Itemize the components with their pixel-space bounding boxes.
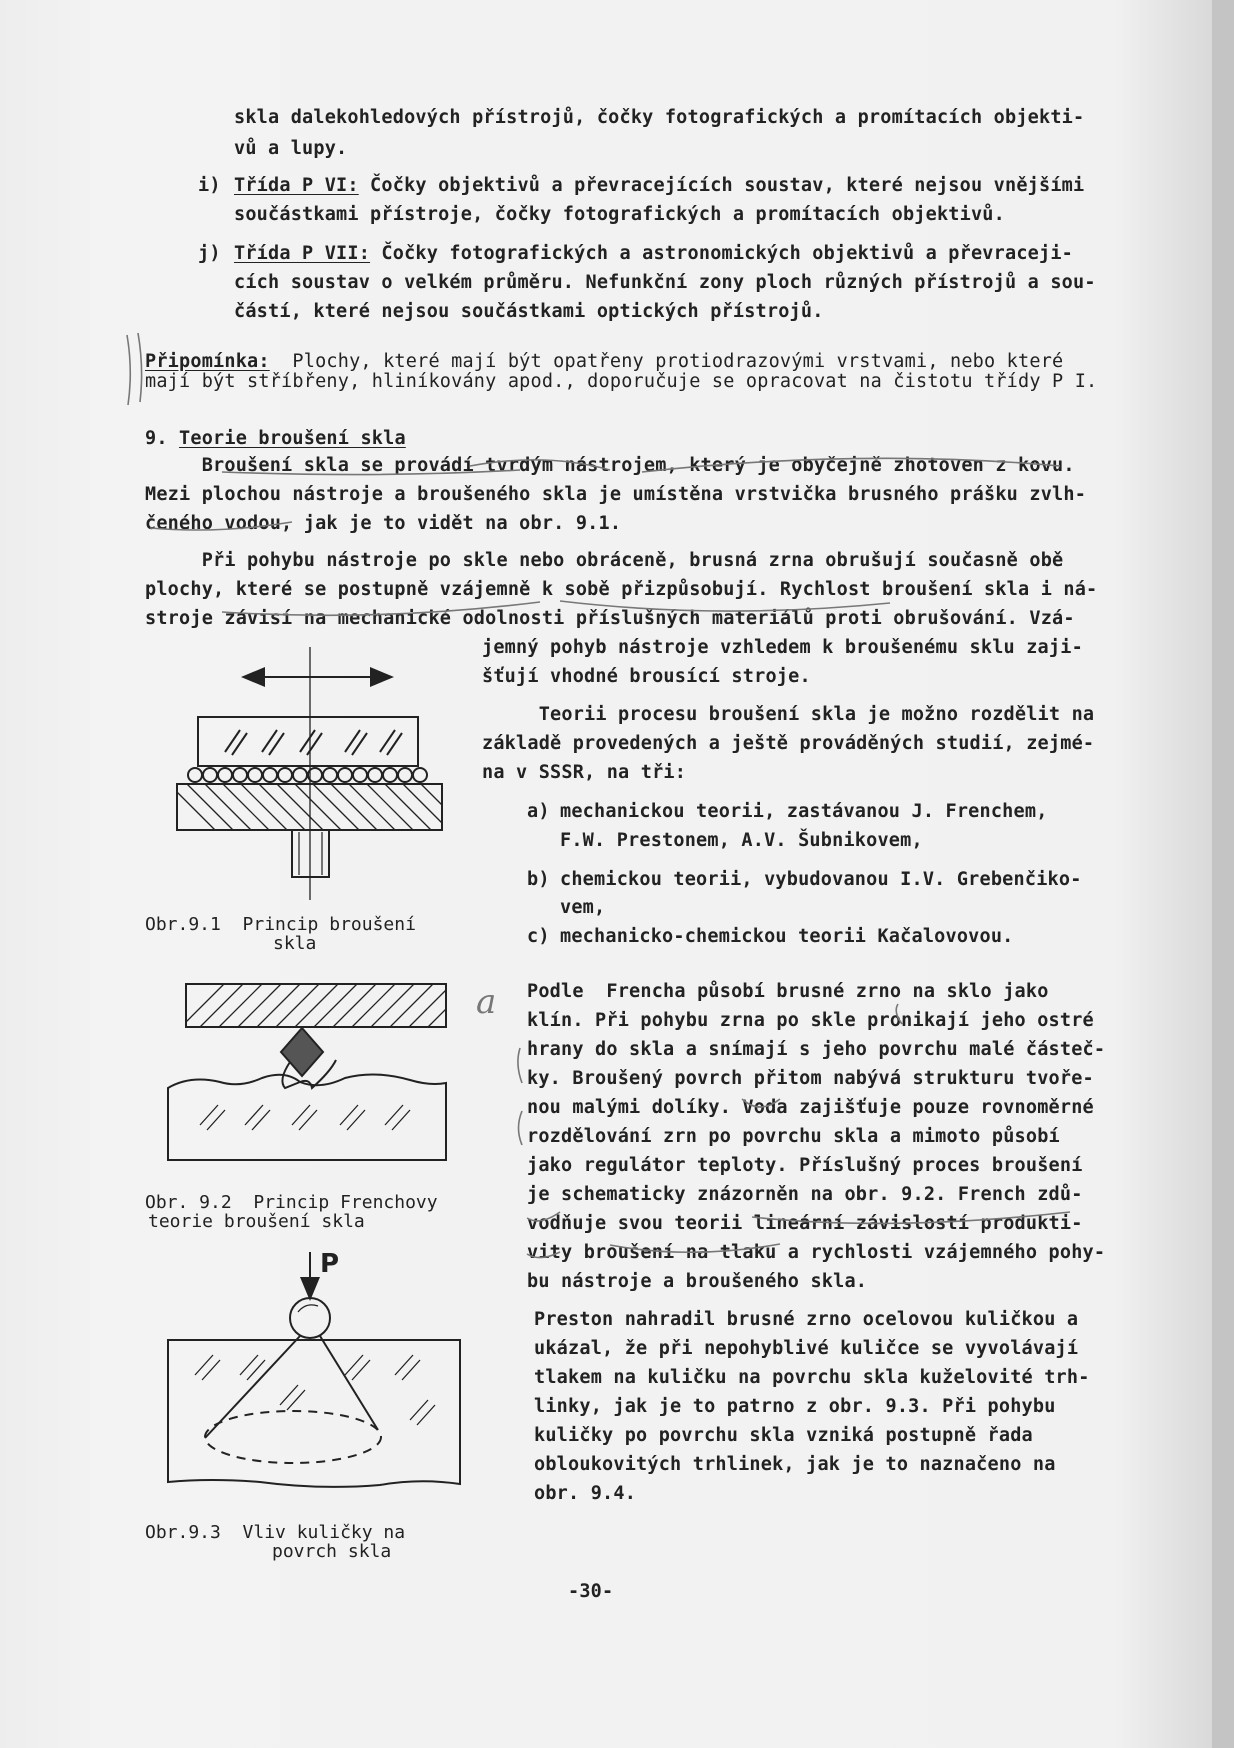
item-i-label: Třída P VI: <box>234 175 359 196</box>
section-number: 9. <box>145 428 168 449</box>
theory-a-line-1: mechanickou teorii, zastávanou J. Frenchem, <box>560 801 1048 822</box>
para3-line-2: základě provedených a ještě prováděných studií, zejmé- <box>482 733 1095 754</box>
item-j-label: Třída P VII: <box>234 243 371 264</box>
french-line-5: nou malými dolíky. Voda zajišťuje pouze rovnoměrné <box>527 1097 1094 1118</box>
french-line-3: hrany do skla a snímají s jeho povrchu malé částeč- <box>527 1039 1106 1060</box>
item-i-marker: i) <box>198 175 221 196</box>
item-j-line-3: částí, které nejsou součástkami optických přístrojů. <box>234 301 824 322</box>
theory-b-line-1: chemickou teorii, vybudovanou I.V. Grebenčiko- <box>560 869 1082 890</box>
preston-line-3: tlakem na kuličku na povrchu skla kuželovité trh- <box>534 1367 1090 1388</box>
preston-line-6: obloukovitých trhlinek, jak je to naznačeno na <box>534 1454 1056 1475</box>
item-i-line-2: součástkami přístroje, čočky fotografických a promítacích objektivů. <box>234 204 1005 225</box>
french-line-11: bu nástroje a broušeného skla. <box>527 1271 868 1292</box>
item-j-text: Čočky fotografických a astronomických objektivů a převraceji- <box>370 243 1074 264</box>
theory-c-line-1: mechanicko-chemickou teorii Kačalovovou. <box>560 926 1014 947</box>
french-line-6: rozdělování zrn po povrchu skla a mimoto působí <box>527 1126 1060 1147</box>
french-line-10: vity broušení na tlaku a rychlosti vzájemného pohy- <box>527 1242 1106 1263</box>
intro-line-1: skla dalekohledových přístrojů, čočky fotografických a promítacích objekti- <box>234 107 1085 128</box>
para3-line-1: Teorii procesu broušení skla je možno rozdělit na <box>482 704 1095 725</box>
french-line-4: ky. Broušený povrch přitom nabývá strukturu tvoře- <box>527 1068 1094 1089</box>
remark-text-1: Plochy, které mají být opatřeny protiodrazovými vrstvami, nebo které <box>269 351 1064 372</box>
page-number: -30- <box>568 1581 614 1602</box>
fig1-caption-2: skla <box>273 933 317 954</box>
fig3-caption-1: Obr.9.3 Vliv kuličky na <box>145 1522 406 1543</box>
para1-line-2: Mezi plochou nástroje a broušeného skla je umístěna vrstvička brusného prášku zvlh- <box>145 484 1087 505</box>
margin-note: a <box>476 982 497 1022</box>
section-title: Teorie broušení skla <box>179 428 406 449</box>
para2-line-3: stroje závisí na mechanické odolnosti příslušných materiálů proti obrušování. Vzá- <box>145 608 1075 629</box>
french-line-7: jako regulátor teploty. Příslušný proces broušení <box>527 1155 1083 1176</box>
french-line-2: klín. Při pohybu zrna po skle pronikají jeho ostré <box>527 1010 1094 1031</box>
fig1-caption-1: Obr.9.1 Princip broušení <box>145 914 416 935</box>
para2-line-2: plochy, které se postupně vzájemně k sobě přizpůsobují. Rychlost broušení skla i ná- <box>145 579 1098 600</box>
preston-line-7: obr. 9.4. <box>534 1483 637 1504</box>
remark-label: Připomínka: <box>145 351 270 372</box>
theory-b-marker: b) <box>527 869 550 890</box>
theory-a-line-2: F.W. Prestonem, A.V. Šubnikovem, <box>560 830 923 851</box>
para2-col-line-2: šťují vhodné brousící stroje. <box>482 666 811 687</box>
fig2-caption-2: teorie broušení skla <box>148 1211 365 1232</box>
intro-line-2: vů a lupy. <box>234 138 348 159</box>
preston-line-5: kuličky po povrchu skla vzniká postupně řada <box>534 1425 1033 1446</box>
para2-line-1: Při pohybu nástroje po skle nebo obráceně, brusná zrna obrušují současně obě <box>145 550 1064 571</box>
preston-line-2: ukázal, že při nepohyblivé kuličce se vyvolávají <box>534 1338 1079 1359</box>
french-line-9: vodňuje svou teorii lineární závislostí produkti- <box>527 1213 1083 1234</box>
theory-c-marker: c) <box>527 926 550 947</box>
preston-line-1: Preston nahradil brusné zrno ocelovou kuličkou a <box>534 1309 1079 1330</box>
para1-line-3: čeného vodou, jak je to vidět na obr. 9.1. <box>145 513 622 534</box>
remark-line-2: mají být stříbřeny, hliníkovány apod., doporučuje se opracovat na čistotu třídy P I. <box>145 371 1098 392</box>
fig3-caption-2: povrch skla <box>272 1541 392 1562</box>
item-j-line-2: cích soustav o velkém průměru. Nefunkční zony ploch různých přístrojů a sou- <box>234 272 1096 293</box>
fig2-caption-1: Obr. 9.2 Princip Frenchovy <box>145 1192 438 1213</box>
para2-col-line-1: jemný pohyb nástroje vzhledem k broušenému sklu zaji- <box>482 637 1083 658</box>
preston-line-4: linky, jak je to patrno z obr. 9.3. Při pohybu <box>534 1396 1056 1417</box>
item-i-text: Čočky objektivů a převracejících soustav, které nejsou vnějšími <box>358 175 1085 196</box>
theory-a-marker: a) <box>527 801 550 822</box>
french-line-8: je schematicky znázorněn na obr. 9.2. French zdů- <box>527 1184 1083 1205</box>
force-label-p: P <box>320 1249 340 1279</box>
item-j-marker: j) <box>198 243 221 264</box>
theory-b-line-2: vem, <box>560 897 606 918</box>
french-line-1: Podle Frencha působí brusné zrno na sklo jako <box>527 981 1049 1002</box>
para1-line-1: Broušení skla se provádí tvrdým nástrojem, který je obyčejně zhotoven z kovu. <box>145 455 1075 476</box>
para3-line-3: na v SSSR, na tři: <box>482 762 687 783</box>
